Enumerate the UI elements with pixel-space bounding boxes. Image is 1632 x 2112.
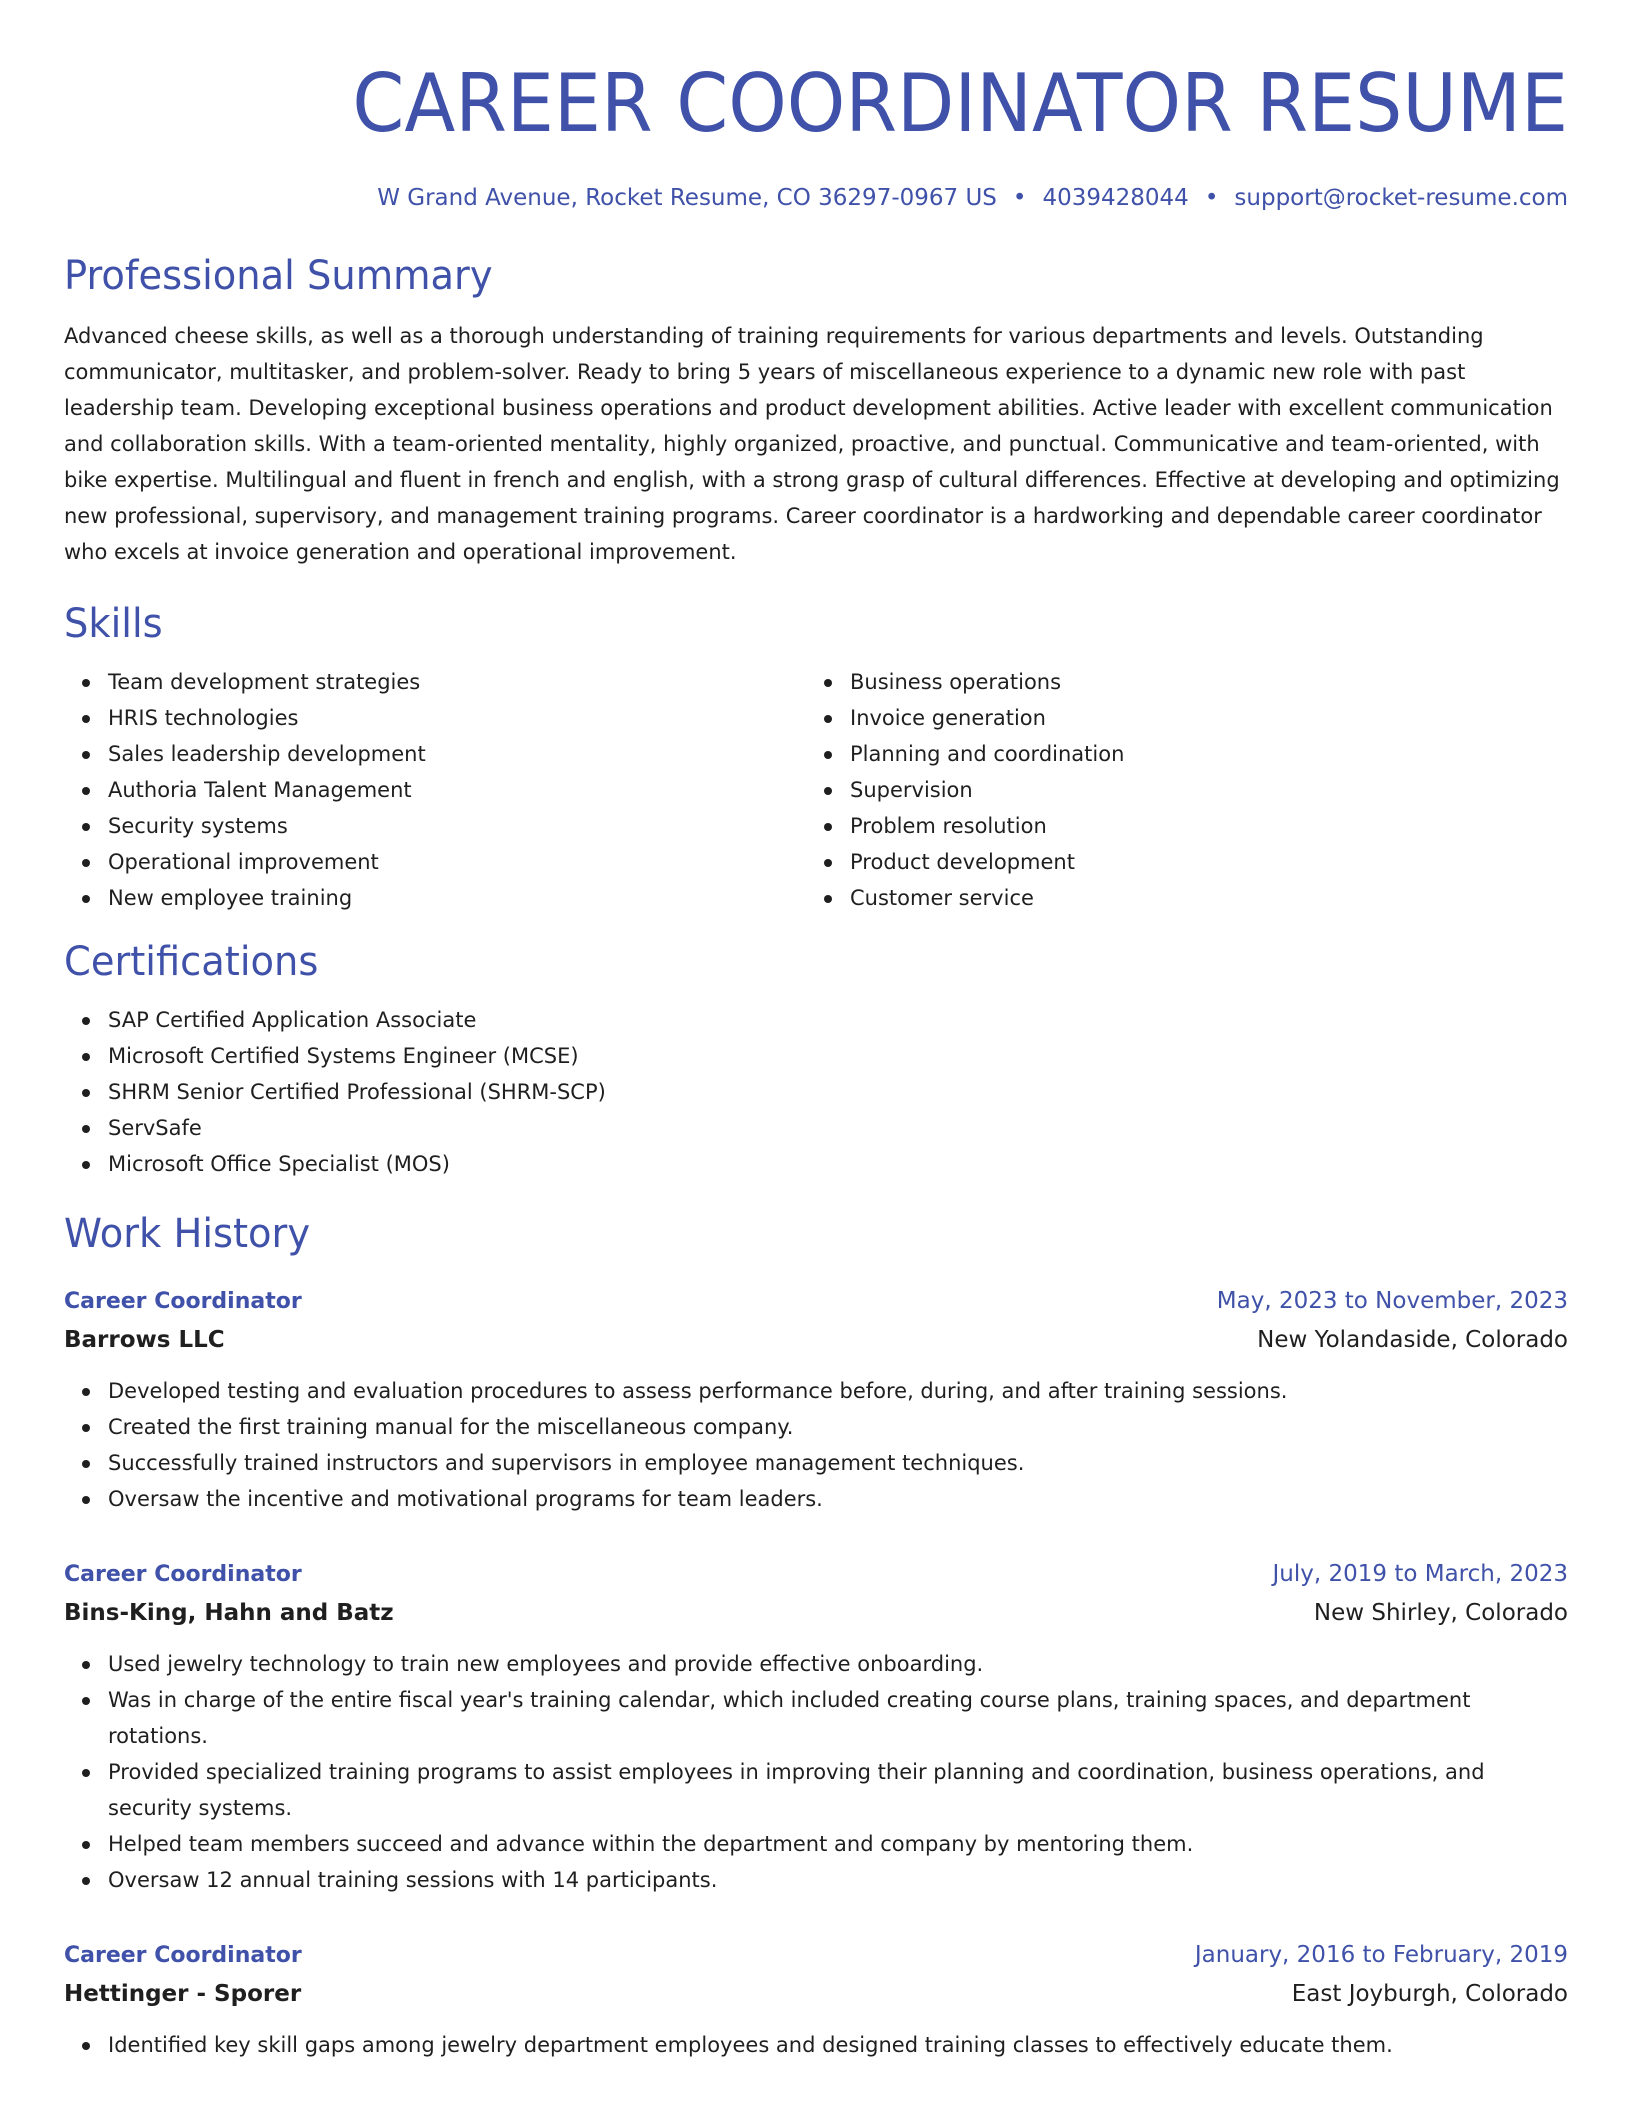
job-bullet: Was in charge of the entire fiscal year's training calendar, which included creating course plans, training spaces, and department rotations. [108,1682,1568,1754]
job-company-row [64,1975,1568,2013]
certifications-list [64,1002,1568,1182]
certification-item: Microsoft Certified Systems Engineer (MCSE) [108,1038,1568,1074]
skill-item: Team development strategies [108,664,806,700]
job-bullet: Used jewelry technology to train new employees and provide effective onboarding. [108,1646,1568,1682]
section-heading-certifications: Certifications [64,939,319,985]
skills-list-right [806,664,1548,916]
job-company-row [64,1594,1568,1632]
work-history-section [64,1208,1568,2063]
certifications-section [64,936,1568,1182]
contact-email: support@rocket-resume.com [1234,185,1568,211]
skills-grid [64,664,1568,916]
job-bullet: Developed testing and evaluation procedures to assess performance before, during, and after training sessions. [108,1373,1568,1409]
job-entry [64,1282,1568,1517]
skill-item: Supervision [850,772,1548,808]
job-entry [64,1555,1568,1898]
skill-item: Planning and coordination [850,736,1548,772]
job-bullets [64,2027,1568,2063]
certification-item: SAP Certified Application Associate [108,1002,1568,1038]
skill-item: Customer service [850,880,1548,916]
job-bullet: Oversaw the incentive and motivational programs for team leaders. [108,1481,1568,1517]
job-title-row [64,1936,1568,1975]
job-bullet: Provided specialized training programs to assist employees in improving their planning and coordination, business operations, and security systems. [108,1754,1568,1826]
contact-phone: 4039428044 [1042,185,1189,211]
resume-title: CAREER COORDINATOR RESUME [352,57,1568,150]
certification-item: ServSafe [108,1110,1568,1146]
skill-item: New employee training [108,880,806,916]
job-company: Hettinger - Sporer [64,1981,302,2007]
skills-list-left [64,664,806,916]
job-bullet: Created the first training manual for the miscellaneous company. [108,1409,1568,1445]
job-title-row [64,1555,1568,1594]
certification-item: SHRM Senior Certified Professional (SHRM-SCP) [108,1074,1568,1110]
contact-address: W Grand Avenue, Rocket Resume, CO 36297-0967 US [377,185,997,211]
skill-item: Business operations [850,664,1548,700]
skill-item: Operational improvement [108,844,806,880]
contact-separator: • [1012,185,1027,211]
job-entry [64,1936,1568,2063]
section-heading-skills: Skills [64,601,163,647]
job-location: East Joyburgh, Colorado [1291,1981,1568,2007]
resume-header [64,0,1568,214]
skill-item: Problem resolution [850,808,1548,844]
skill-item: Invoice generation [850,700,1548,736]
job-dates: May, 2023 to November, 2023 [1216,1288,1568,1314]
contact-line [64,182,1568,214]
job-bullets [64,1373,1568,1517]
job-bullet: Oversaw 12 annual training sessions with 14 participants. [108,1862,1568,1898]
job-title: Career Coordinator [64,1289,302,1314]
skill-item: Product development [850,844,1548,880]
skill-item: Security systems [108,808,806,844]
skill-item: HRIS technologies [108,700,806,736]
job-company-row [64,1321,1568,1359]
job-dates: July, 2019 to March, 2023 [1272,1561,1568,1587]
job-title-row [64,1282,1568,1321]
skill-item: Sales leadership development [108,736,806,772]
job-location: New Yolandaside, Colorado [1257,1327,1568,1353]
skills-section [64,598,1568,916]
skill-item: Authoria Talent Management [108,772,806,808]
job-bullet: Successfully trained instructors and supervisors in employee management techniques. [108,1445,1568,1481]
section-heading-work-history: Work History [64,1211,311,1257]
job-title: Career Coordinator [64,1943,302,1968]
job-company: Barrows LLC [64,1327,225,1353]
certification-item: Microsoft Office Specialist (MOS) [108,1146,1568,1182]
job-title: Career Coordinator [64,1562,302,1587]
job-bullets [64,1646,1568,1898]
job-dates: January, 2016 to February, 2019 [1194,1942,1568,1968]
job-location: New Shirley, Colorado [1313,1600,1568,1626]
section-heading-summary: Professional Summary [64,253,493,299]
contact-separator: • [1204,185,1219,211]
job-bullet: Helped team members succeed and advance within the department and company by mentoring them. [108,1826,1568,1862]
professional-summary-section [64,250,1568,570]
summary-text: Advanced cheese skills, as well as a thorough understanding of training requirements for various departments and levels. Outstanding communicator, multitasker, and problem-solver. Ready to bring 5 years of miscellaneous experience to a dynamic new role with past leadership team. Developing exceptional business operations and product development abilities. Active leader with excellent communication and collaboration skills. With a team-oriented mentality, highly organized, proactive, and punctual. Communicative and team-oriented, with bike expertise. Multilingual and fluent in french and english, with a strong grasp of cultural differences. Effective at developing and optimizing new professional, supervisory, and management training programs. Career coordinator is a hardworking and dependable career coordinator who excels at invoice generation and operational improvement. [64,324,1560,564]
job-bullet: Identified key skill gaps among jewelry department employees and designed training classes to effectively educate them. [108,2027,1568,2063]
job-company: Bins-King, Hahn and Batz [64,1600,394,1626]
